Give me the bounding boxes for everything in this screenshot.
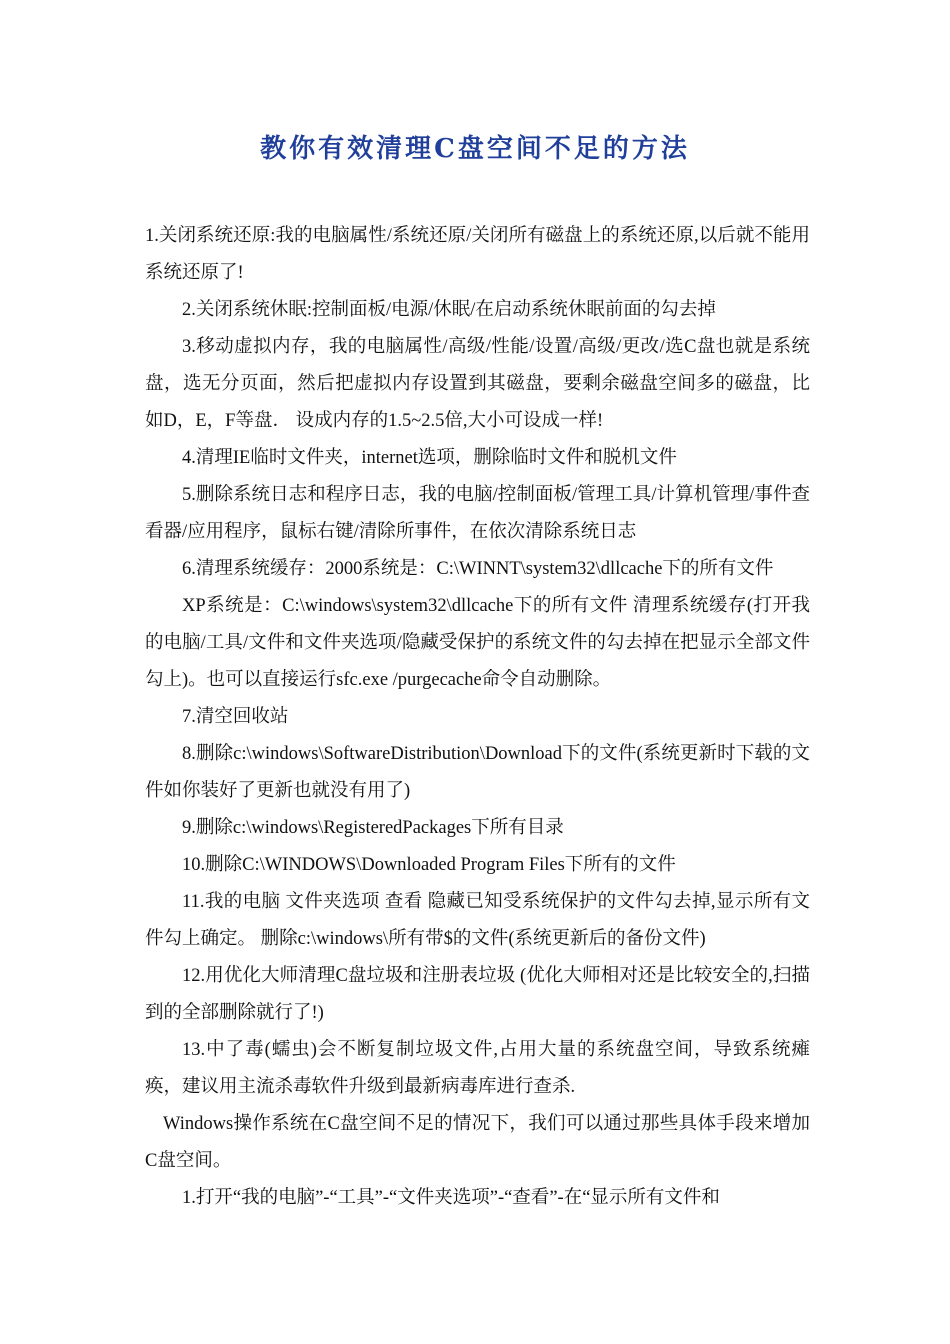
document-title: 教你有效清理C盘空间不足的方法 xyxy=(260,134,690,164)
paragraph: 12.用优化大师清理C盘垃圾和注册表垃圾 (优化大师相对还是比较安全的,扫描到的全部删除就行了!) xyxy=(145,966,810,1023)
paragraph: 4.清理IE临时文件夹，internet选项，删除临时文件和脱机文件 xyxy=(182,448,677,468)
paragraph: 2.关闭系统休眠:控制面板/电源/休眠/在启动系统休眠前面的勾去掉 xyxy=(182,300,716,320)
paragraph: 10.删除C:\WINDOWS\Downloaded Program Files下所有的文件 xyxy=(182,855,676,875)
document-body xyxy=(145,218,810,1217)
paragraph: Windows操作系统在C盘空间不足的情况下，我们可以通过那些具体手段来增加C盘空间。 xyxy=(145,1114,810,1171)
paragraph: 6.清理系统缓存：2000系统是：C:\WINNT\system32\dllcache下的所有文件 xyxy=(182,559,774,579)
paragraph: 11.我的电脑 文件夹选项 查看 隐藏已知受系统保护的文件勾去掉,显示所有文件勾上确定。 删除c:\windows\所有带$的文件(系统更新后的备份文件) xyxy=(145,892,810,949)
paragraph: 8.删除c:\windows\SoftwareDistribution\Download下的文件(系统更新时下载的文件如你装好了更新也就没有用了) xyxy=(145,744,810,801)
paragraph: 13.中了毒(蠕虫)会不断复制垃圾文件,占用大量的系统盘空间，导致系统瘫痪，建议用主流杀毒软件升级到最新病毒库进行查杀. xyxy=(145,1040,810,1097)
paragraph: 9.删除c:\windows\RegisteredPackages下所有目录 xyxy=(182,818,564,838)
paragraph: 5.删除系统日志和程序日志，我的电脑/控制面板/管理工具/计算机管理/事件查看器/应用程序，鼠标右键/清除所事件，在依次清除系统日志 xyxy=(145,485,810,542)
paragraph: 3.移动虚拟内存，我的电脑属性/高级/性能/设置/高级/更改/选C盘也就是系统盘，选无分页面，然后把虚拟内存设置到其磁盘，要剩余磁盘空间多的磁盘，比如D，E，F等盘． 设成内存的1.5~2.5倍,大小可设成一样! xyxy=(145,337,810,431)
paragraph: XP系统是：C:\windows\system32\dllcache下的所有文件 清理系统缓存(打开我的电脑/工具/文件和文件夹选项/隐藏受保护的系统文件的勾去掉在把显示全部文件勾上)。也可以直接运行sfc.exe /purgecache命令自动删除。 xyxy=(145,596,810,690)
paragraph: 7.清空回收站 xyxy=(182,707,289,727)
paragraph: 1.打开“我的电脑”-“工具”-“文件夹选项”-“查看”-在“显示所有文件和 xyxy=(182,1188,720,1208)
paragraph: 1.关闭系统还原:我的电脑属性/系统还原/关闭所有磁盘上的系统还原,以后就不能用系统还原了! xyxy=(145,226,810,283)
